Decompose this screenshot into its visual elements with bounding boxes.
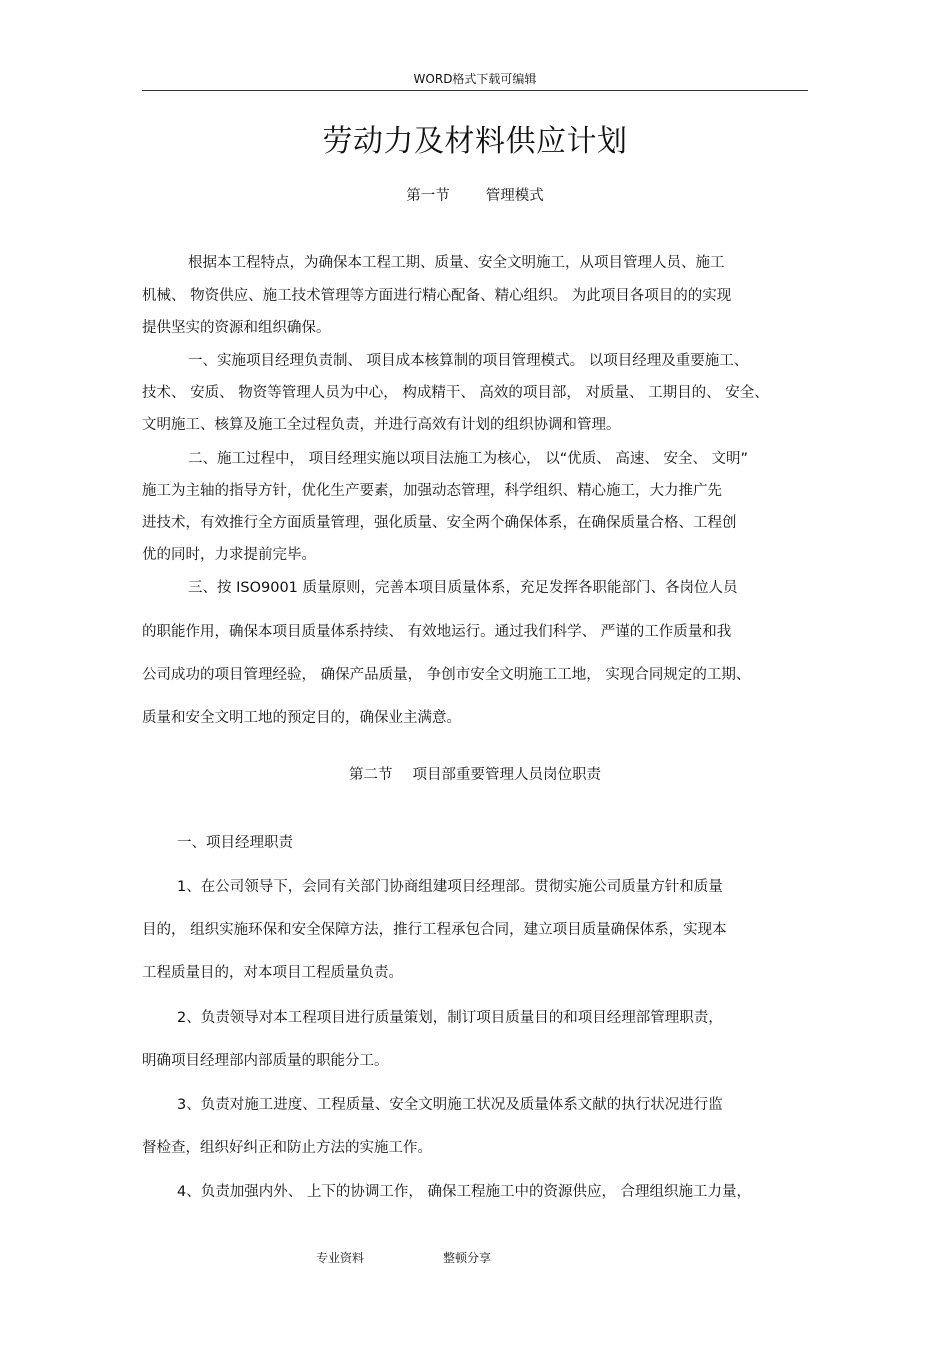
section-name: 项目部重要管理人员岗位职责 [412, 767, 601, 783]
paragraph-line: 二、施工过程中， 项目经理实施以项目法施工为核心， 以“优质、 高速、 安全、 文明” [188, 451, 749, 467]
page-header: WORD格式下载可编辑 [413, 72, 537, 86]
section-heading-2 [142, 765, 808, 785]
section-heading-1 [142, 186, 808, 206]
paragraph-line: 一、实施项目经理负责制、 项目成本核算制的项目管理模式。 以项目经理及重要施工、 [188, 353, 749, 369]
paragraph-line: 文明施工、核算及施工全过程负责，并进行高效有计划的组织协调和管理。 [142, 417, 621, 433]
header-divider [142, 90, 808, 91]
subsection-heading: 一、项目经理职责 [177, 835, 293, 851]
section-number: 第一节 [406, 188, 450, 204]
paragraph-line: 的职能作用，确保本项目质量体系持续、 有效地运行。通过我们科学、 严谨的工作质量和我 [142, 624, 732, 640]
paragraph-line: 公司成功的项目管理经验， 确保产品质量， 争创市安全文明施工工地， 实现合同规定的工期、 [142, 667, 751, 683]
paragraph-line: 进技术，有效推行全方面质量管理，强化质量、安全两个确保体系，在确保质量合格、工程创 [142, 515, 737, 531]
paragraph-line: 3、负责对施工进度、工程质量、安全文明施工状况及质量体系文献的执行状况进行监 [177, 1097, 723, 1113]
section-number: 第二节 [349, 767, 393, 783]
paragraph-line: 工程质量目的，对本项目工程质量负责。 [142, 965, 403, 981]
paragraph-line: 4、负责加强内外、 上下的协调工作， 确保工程施工中的资源供应， 合理组织施工力量， [177, 1184, 752, 1200]
paragraph-line: 明确项目经理部内部质量的职能分工。 [142, 1053, 389, 1069]
paragraph-line: 机械、 物资供应、施工技术管理等方面进行精心配备、精心组织。 为此项目各项目的的实现 [142, 288, 732, 304]
paragraph-line: 质量和安全文明工地的预定目的，确保业主满意。 [142, 710, 461, 726]
paragraph-line: 目的， 组织实施环保和安全保障方法，推行工程承包合同，建立项目质量确保体系，实现本 [142, 922, 727, 938]
document-title: 劳动力及材料供应计划 [322, 124, 628, 159]
paragraph-line: 2、负责领导对本工程项目进行质量策划，制订项目质量目的和项目经理部管理职责， [177, 1010, 723, 1026]
paragraph-line: 督检查，组织好纠正和防止方法的实施工作。 [142, 1140, 432, 1156]
paragraph-line: 优的同时，力求提前完毕。 [142, 547, 316, 563]
footer-right: 整顿分享 [443, 1251, 492, 1265]
paragraph-line: 三、按 ISO9001 质量原则，完善本项目质量体系，充足发挥各职能部门、各岗位人员 [188, 580, 738, 596]
paragraph-line: 提供坚实的资源和组织确保。 [142, 320, 331, 336]
paragraph-line: 根据本工程特点，为确保本工程工期、质量、安全文明施工，从项目管理人员、施工 [188, 255, 725, 271]
paragraph-line: 1、在公司领导下，会同有关部门协商组建项目经理部。贯彻实施公司质量方针和质量 [177, 879, 723, 895]
paragraph-line: 施工为主轴的指导方针，优化生产要素，加强动态管理，科学组织、精心施工，大力推广先 [142, 483, 722, 499]
section-name: 管理模式 [485, 188, 544, 204]
paragraph-line: 技术、 安质、 物资等管理人员为中心， 构成精干、 高效的项目部， 对质量、 工期目的、 安全、 [142, 385, 769, 401]
footer-left: 专业资料 [316, 1251, 365, 1265]
